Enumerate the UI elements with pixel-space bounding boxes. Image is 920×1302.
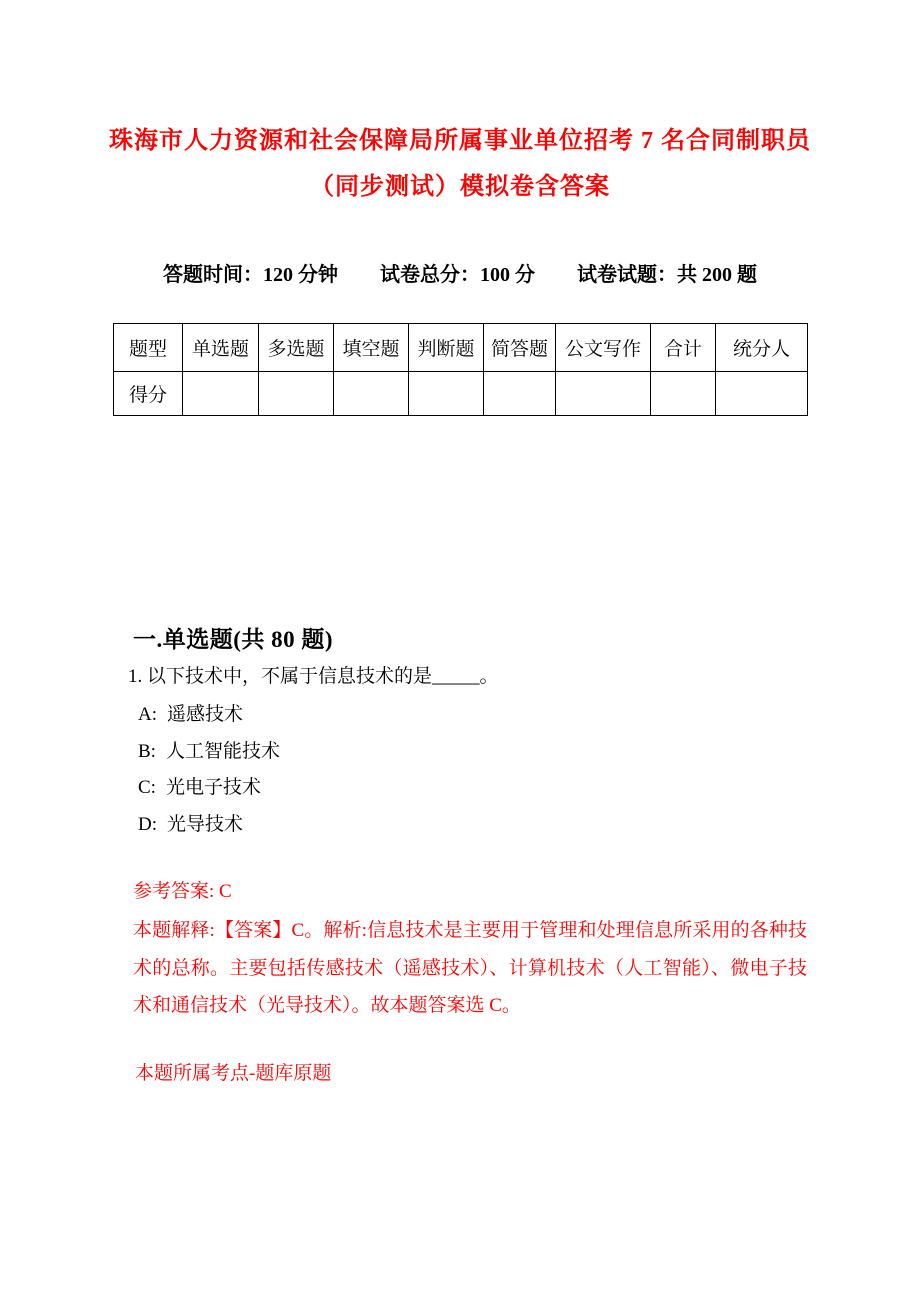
option-d-text: 光导技术 [167, 813, 244, 835]
table-header-cell: 单选题 [183, 324, 259, 372]
table-header-cell: 合计 [651, 324, 716, 372]
table-score-row [114, 372, 808, 416]
document-title-line-2: （同步测试）模拟卷含答案 [310, 174, 610, 200]
question-text: 1. 以下技术中，不属于信息技术的是_____。 [128, 666, 499, 687]
score-cell-empty [716, 372, 808, 416]
score-cell-empty [183, 372, 259, 416]
option-b-text: 人工智能技术 [165, 740, 280, 762]
source-note: 本题所属考点-题库原题 [135, 1063, 332, 1084]
table-header-row [114, 324, 808, 372]
score-cell-empty [259, 372, 334, 416]
score-cell-empty [651, 372, 716, 416]
table-header-cell: 多选题 [259, 324, 334, 372]
exam-meta-row [0, 261, 920, 289]
option-a [138, 697, 280, 734]
score-cell-empty [409, 372, 484, 416]
option-c-text: 光电子技术 [165, 777, 261, 798]
score-cell-empty [556, 372, 651, 416]
option-d-label: D: [138, 813, 157, 835]
option-b [138, 734, 280, 771]
question-explanation: 本题解释:【答案】C。解析:信息技术是主要用于管理和处理信息所采用的各种技术的总称。主要包括传感技术（遥感技术）、计算机技术（人工智能）、微电子技术和通信技术（光导技术）。故本题答案选 C。 [133, 920, 807, 1016]
option-c [138, 770, 280, 807]
reference-answer: 参考答案: C [133, 881, 232, 902]
table-header-cell: 判断题 [409, 324, 484, 372]
table-header-cell: 填空题 [334, 324, 409, 372]
section-heading: 一.单选题(共 80 题) [133, 627, 334, 652]
option-c-label: C: [138, 777, 156, 798]
question-options [138, 697, 280, 843]
table-header-cell: 统分人 [716, 324, 808, 372]
option-a-label: A: [138, 704, 157, 725]
meta-question-count: 试卷试题：共 200 题 [577, 264, 757, 286]
meta-total-score: 试卷总分：100 分 [380, 264, 535, 286]
score-row-label: 得分 [114, 372, 183, 416]
document-title-line-1: 珠海市人力资源和社会保障局所属事业单位招考 7 名合同制职员 [109, 128, 811, 154]
table-header-cell: 公文写作 [556, 324, 651, 372]
score-cell-empty [484, 372, 556, 416]
document-title [0, 118, 920, 210]
option-d [138, 807, 280, 844]
score-cell-empty [334, 372, 409, 416]
option-b-label: B: [138, 740, 156, 762]
table-header-cell: 简答题 [484, 324, 556, 372]
table-header-cell: 题型 [114, 324, 183, 372]
score-summary-table [113, 323, 808, 416]
option-a-text: 遥感技术 [167, 704, 244, 725]
meta-answer-time: 答题时间：120 分钟 [163, 264, 338, 286]
